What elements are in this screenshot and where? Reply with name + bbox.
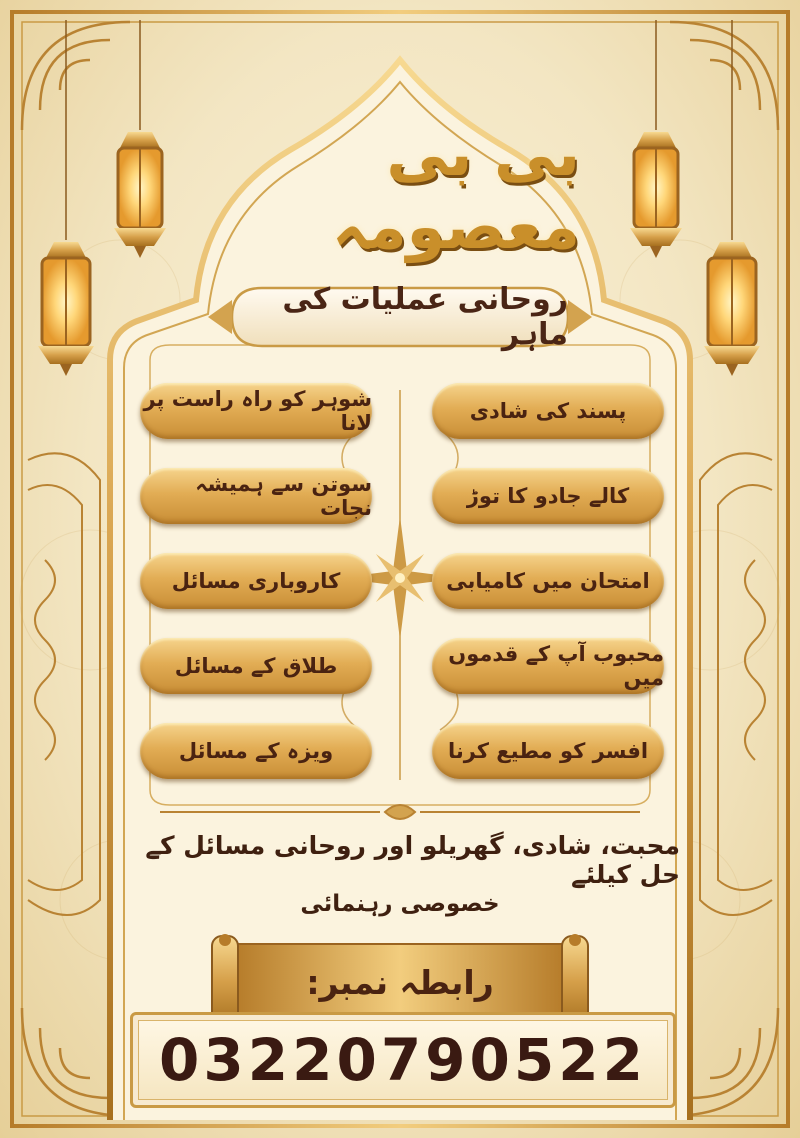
lantern-icon [114, 20, 166, 258]
lantern-icon [704, 20, 760, 376]
service-left-5: ویزہ کے مسائل [140, 723, 372, 779]
subtitle: روحانی عملیات کی ماہر [282, 282, 568, 352]
page-title: بی بی معصومہ [331, 117, 580, 263]
service-right-2: کالے جادو کا توڑ [432, 468, 664, 524]
phone-number[interactable]: 03220790522 [159, 1026, 647, 1094]
service-right-1: پسند کی شادی [432, 383, 664, 439]
service-left-1: شوہر کو راہ راست پر لانا [140, 383, 372, 439]
footer-description: محبت، شادی، گھریلو اور روحانی مسائل کے حل کیلئے [145, 831, 680, 889]
service-right-5: افسر کو مطیع کرنا [432, 723, 664, 779]
contact-label: رابطہ نمبر: [306, 962, 494, 1002]
service-left-4: طلاق کے مسائل [140, 638, 372, 694]
footer-subtext: خصوصی رہنمائی [300, 891, 500, 917]
service-right-4: محبوب آپ کے قدموں میں [432, 638, 664, 694]
service-left-2: سوتن سے ہمیشہ نجات [140, 468, 372, 524]
service-right-3: امتحان میں کامیابی [432, 553, 664, 609]
service-left-3: کاروباری مسائل [140, 553, 372, 609]
lantern-icon [630, 20, 682, 258]
phone-box[interactable] [130, 1012, 676, 1108]
